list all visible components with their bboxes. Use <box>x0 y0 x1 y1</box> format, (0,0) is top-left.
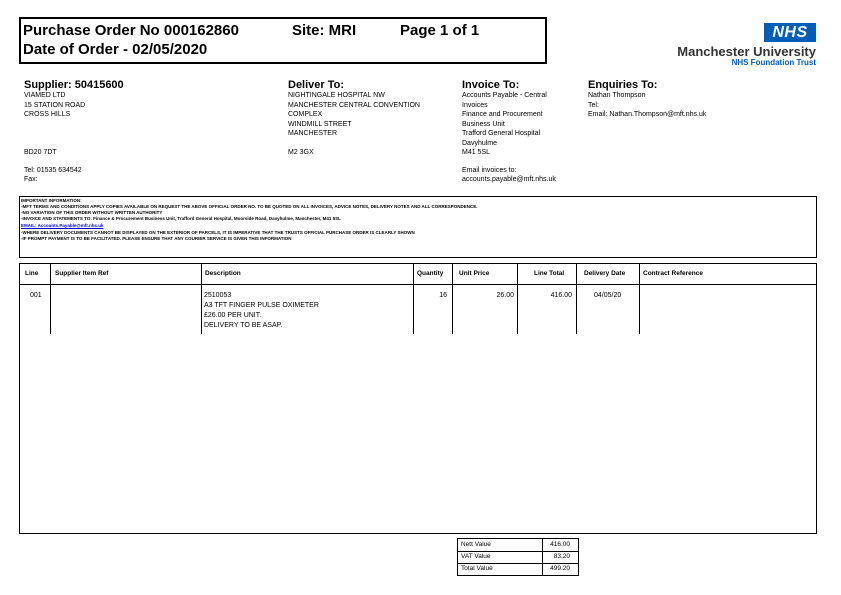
info-line: -WHERE DELIVERY DOCUMENTS CANNOT BE DISPLAYED ON THE EXTERIOR OF PARCELS, IT IS IMPERATIVE THAT THE TRUSTS OFFICIAL PURCHASE ORDER IS CLEARLY SHOWN <box>21 230 415 235</box>
enquiries-title: Enquiries To: <box>588 79 658 91</box>
row-line-total: 416.00 <box>550 292 572 299</box>
info-line: -NO VARIATION OF THIS ORDER WITHOUT WRITTEN AUTHORITY <box>21 210 163 215</box>
row-description-line: DELIVERY TO BE ASAP. <box>204 322 283 329</box>
col-header-quantity: Quantity <box>417 270 444 277</box>
col-header-unit-price: Unit Price <box>459 270 490 277</box>
deliver-address <box>288 91 420 139</box>
supplier-line: 15 STATION ROAD <box>24 101 86 109</box>
supplier-fax: Fax: <box>24 176 38 183</box>
order-date: Date of Order - 02/05/2020 <box>23 41 208 58</box>
vat-value: 83.20 <box>553 553 570 560</box>
deliver-title: Deliver To: <box>288 79 345 91</box>
info-line: -MFT TERMS AND CONDITIONS APPLY COPIES AVAILABLE ON REQUEST THE ABOVE OFFICIAL ORDER NO. TO BE QUOTED ON ALL INVOICES, ADVICE NOTES, DELIVERY NOTES AND ALL CORRESPONDENCE. <box>21 204 478 209</box>
col-header-description: Description <box>205 270 241 277</box>
row-description-line: 2510053 <box>204 292 232 299</box>
accounts-email-link[interactable]: EMAIL: Accounts.Payable@mft.nhs.uk <box>21 223 104 228</box>
invoice-line: Davyhulme <box>462 139 498 147</box>
column-divider <box>201 264 202 334</box>
col-header-ref: Supplier Item Ref <box>55 270 109 277</box>
deliver-line: MANCHESTER <box>288 130 338 137</box>
supplier-line: CROSS HILLS <box>24 111 71 118</box>
important-information-box <box>19 196 817 258</box>
nhs-badge: NHS <box>764 23 816 42</box>
total-value: 499.20 <box>550 565 570 572</box>
invoice-title: Invoice To: <box>462 79 520 91</box>
supplier-tel: Tel: 01535 634542 <box>24 167 82 174</box>
column-divider <box>517 264 518 334</box>
header-divider <box>20 284 816 285</box>
supplier-line: VIAMED LTD <box>24 92 66 99</box>
total-value-label: Total Value <box>461 565 493 572</box>
row-quantity: 16 <box>439 292 447 299</box>
supplier-address <box>24 91 85 120</box>
total-value-row <box>458 563 578 575</box>
col-header-delivery-date: Delivery Date <box>584 270 626 277</box>
deliver-postcode: M2 3GX <box>288 149 314 156</box>
invoice-line: Invoices <box>462 101 488 109</box>
invoice-email-label: Email invoices to: <box>462 167 517 174</box>
site: Site: MRI <box>292 22 357 39</box>
col-header-line-total: Line Total <box>534 270 565 277</box>
net-value: 416.00 <box>550 541 570 548</box>
enquiries-email: Email: Nathan.Thompson@mft.nhs.uk <box>588 111 707 118</box>
nhs-trust: NHS Foundation Trust <box>731 58 816 67</box>
order-header-box <box>19 17 547 64</box>
column-divider <box>576 264 577 334</box>
invoice-line: Finance and Procurement <box>462 111 543 118</box>
enquiries-tel: Tel: <box>588 101 599 109</box>
order-lines-table <box>19 263 817 534</box>
info-line: IMPORTANT INFORMATION: <box>21 198 82 203</box>
enquiries-contact <box>588 91 706 120</box>
invoice-line: Accounts Payable - Central <box>462 92 547 99</box>
row-delivery-date: 04/05/20 <box>594 292 622 299</box>
invoice-postcode: M41 5SL <box>462 149 491 156</box>
nhs-logo <box>653 23 818 68</box>
po-number: Purchase Order No 000162860 <box>23 22 239 39</box>
deliver-line: WINDMILL STREET <box>288 120 352 128</box>
info-line: -INVOICE AND STATEMENTS TO: Finance & Procurement Business Unit, Trafford General Hospital, Moorside Road, Davyhulme, Manchester, M41 5SL <box>21 216 341 221</box>
row-unit-price: 26.00 <box>496 292 514 299</box>
vat-value-label: VAT Value <box>461 553 491 560</box>
invoice-line: Business Unit <box>462 120 505 128</box>
enquiries-name: Nathan Thompson <box>588 92 646 99</box>
invoice-address <box>462 91 547 148</box>
nhs-organisation: Manchester University <box>677 44 816 59</box>
column-divider <box>413 264 414 334</box>
totals-column-divider <box>542 539 543 575</box>
column-divider <box>50 264 51 334</box>
deliver-line: COMPLEX <box>288 111 323 118</box>
row-description <box>204 291 319 331</box>
page-number: Page 1 of 1 <box>400 22 480 39</box>
row-description-line: A3 TFT FINGER PULSE OXIMETER <box>204 302 319 309</box>
net-value-label: Nett Value <box>461 541 491 548</box>
deliver-line: MANCHESTER CENTRAL CONVENTION <box>288 101 420 109</box>
row-description-line: £26.00 PER UNIT. <box>204 312 262 319</box>
supplier-title: Supplier: 50415600 <box>24 79 124 91</box>
col-header-contract-ref: Contract Reference <box>643 270 703 277</box>
deliver-line: NIGHTINGALE HOSPITAL NW <box>288 92 385 99</box>
invoice-email: accounts.payable@mft.nhs.uk <box>462 176 556 183</box>
totals-box <box>457 538 579 576</box>
vat-value-row <box>458 551 578 563</box>
row-line-number: 001 <box>30 292 42 299</box>
info-line: -IF PROMPT PAYMENT IS TO BE FACILITATED. PLEASE ENSURE THAT ANY COURIER SERVICE IS GIVEN THIS INFORMATION <box>21 236 292 241</box>
col-header-line: Line <box>25 270 39 277</box>
supplier-postcode: BD20 7DT <box>24 149 57 156</box>
net-value-row <box>458 539 578 551</box>
invoice-line: Trafford General Hospital <box>462 130 541 137</box>
column-divider <box>452 264 453 334</box>
column-divider <box>639 264 640 334</box>
